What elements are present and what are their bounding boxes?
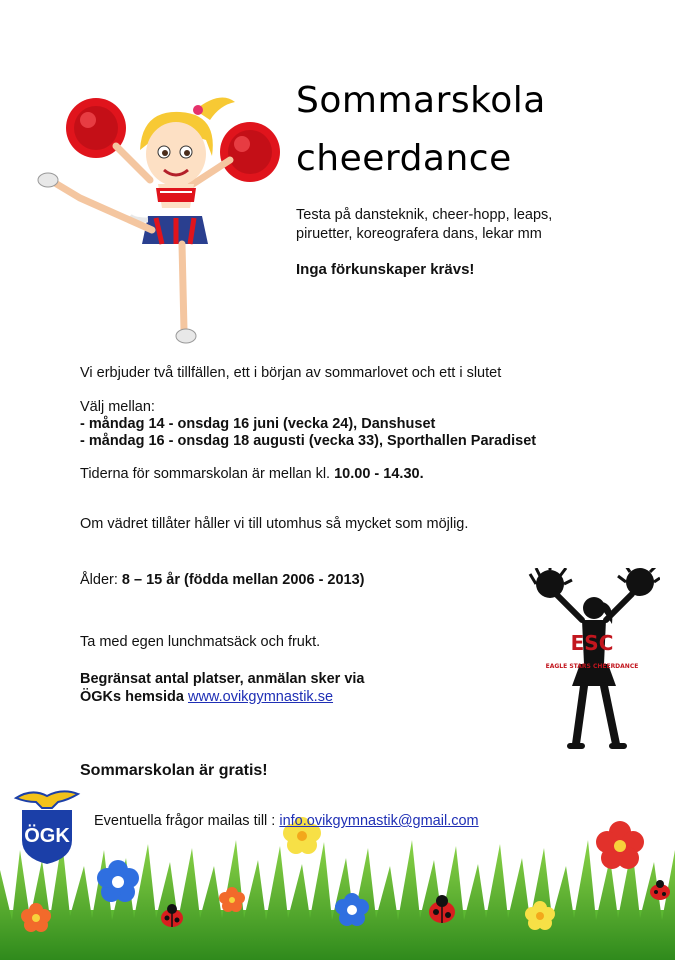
registration-text bbox=[80, 670, 365, 706]
age-prefix: Ålder: bbox=[80, 572, 122, 588]
website-link[interactable]: www.ovikgymnastik.se bbox=[187, 689, 334, 705]
poster-title bbox=[296, 78, 546, 182]
weather-text: Om vädret tillåter håller vi till utomhus så mycket som möjlig. bbox=[80, 516, 469, 532]
free-notice: Sommarskolan är gratis! bbox=[80, 762, 268, 779]
times-text bbox=[80, 465, 424, 483]
red-flower-icon bbox=[596, 821, 644, 869]
age-text bbox=[80, 571, 365, 589]
questions-prefix: Eventuella frågor mailas till : bbox=[94, 813, 280, 829]
ogk-logo bbox=[12, 788, 82, 866]
esc-logo bbox=[520, 568, 660, 758]
pompom-right-icon bbox=[220, 122, 280, 182]
title-line-2: cheerdance bbox=[296, 138, 512, 179]
registration-prefix: ÖGKs hemsida bbox=[80, 689, 188, 705]
activity-line-1: Testa på dansteknik, cheer-hopp, leaps, bbox=[296, 207, 553, 223]
activity-line-2: piruetter, koreografera dans, lekar mm bbox=[296, 226, 542, 242]
email-link[interactable]: info.ovikgymnastik@gmail.com bbox=[279, 813, 479, 829]
ogk-logo-text: ÖGK bbox=[24, 825, 70, 847]
times-prefix: Tiderna för sommarskolan är mellan kl. bbox=[80, 466, 335, 482]
option-june: - måndag 14 - onsdag 16 juni (vecka 24), Danshuset bbox=[80, 416, 436, 432]
title-line-1: Sommarskola bbox=[296, 80, 546, 121]
esc-pompom-left-icon bbox=[530, 568, 572, 598]
lunch-text: Ta med egen lunchmatsäck och frukt. bbox=[80, 634, 321, 650]
registration-line-2 bbox=[80, 688, 365, 706]
choose-label: Välj mellan: bbox=[80, 399, 155, 415]
registration-line-1: Begränsat antal platser, anmälan sker via bbox=[80, 671, 365, 687]
offer-text: Vi erbjuder två tillfällen, ett i början av sommarlovet och ett i slutet bbox=[80, 365, 502, 381]
option-august: - måndag 16 - onsdag 18 augusti (vecka 33), Sporthallen Paradiset bbox=[80, 433, 537, 449]
age-value: 8 – 15 år (födda mellan 2006 - 2013) bbox=[121, 572, 365, 588]
esc-logo-text: ESC bbox=[570, 631, 614, 655]
questions-text bbox=[94, 812, 479, 830]
esc-logo-subtext: EAGLE STARS CHEERDANCE bbox=[545, 663, 639, 670]
cheerleader-illustration bbox=[30, 80, 290, 350]
activity-description bbox=[296, 206, 552, 244]
eagle-icon bbox=[16, 791, 78, 808]
no-experience-note: Inga förkunskaper krävs! bbox=[296, 261, 475, 278]
esc-pompom-right-icon bbox=[618, 568, 660, 596]
times-value: 10.00 - 14.30. bbox=[334, 466, 424, 482]
